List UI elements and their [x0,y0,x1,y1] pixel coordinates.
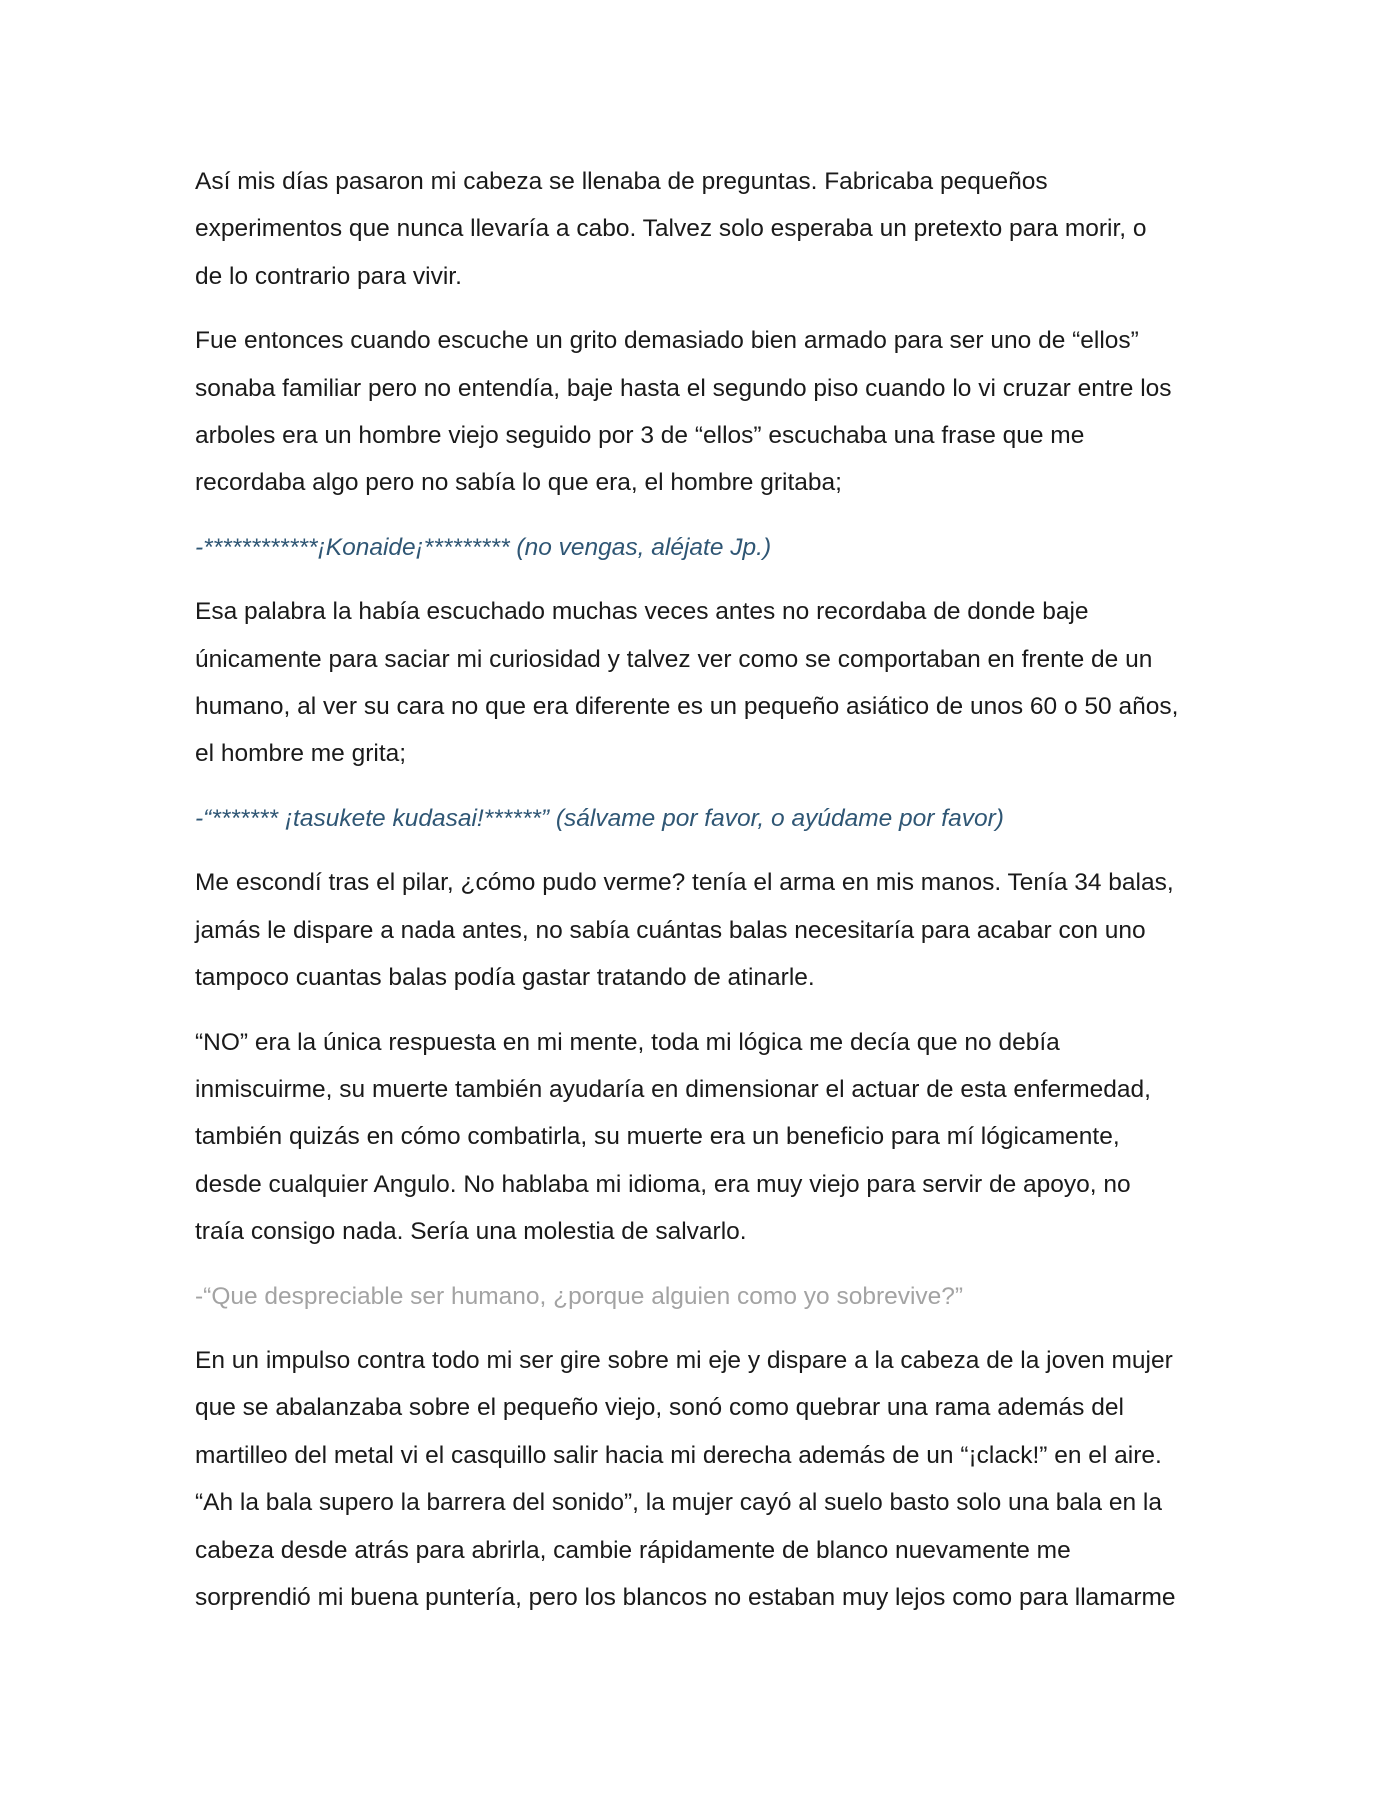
text-line: recordaba algo pero no sabía lo que era, el hombre gritaba; [195,469,842,497]
document-body [195,158,1215,1638]
text-line: también quizás en cómo combatirla, su muerte era un beneficio para mí lógicamente, [195,1123,1120,1151]
text-line: Me escondí tras el pilar, ¿cómo pudo verme? tenía el arma en mis manos. Tenía 34 balas, [195,869,1174,897]
text-line: inmiscuirme, su muerte también ayudaría en dimensionar el actuar de esta enfermedad, [195,1075,1151,1103]
text-line: “NO” era la única respuesta en mi mente, toda mi lógica me decía que no debía [195,1028,1060,1056]
text-line: cabeza desde atrás para abrirla, cambie rápidamente de blanco nuevamente me [195,1536,1071,1564]
text-line: de lo contrario para vivir. [195,262,462,290]
thought-line: -“Que despreciable ser humano, ¿porque alguien como yo sobrevive?” [195,1282,964,1310]
paragraph [195,1337,1215,1621]
text-line: experimentos que nunca llevaría a cabo. Talvez solo esperaba un pretexto para morir, o [195,215,1147,243]
text-line: “Ah la bala supero la barrera del sonido”, la mujer cayó al suelo basto solo una bala en la [195,1489,1162,1517]
paragraph [195,588,1215,778]
text-line: humano, al ver su cara no que era diferente es un pequeño asiático de unos 60 o 50 años, [195,693,1179,721]
text-line: que se abalanzaba sobre el pequeño viejo, sonó como quebrar una rama además del [195,1394,1124,1422]
paragraph [195,317,1215,507]
paragraph [195,158,1215,300]
dialogue-line: -************¡Konaide¡********* (no vengas, aléjate Jp.) [195,533,772,561]
paragraph [195,1019,1215,1256]
text-line: Así mis días pasaron mi cabeza se llenaba de preguntas. Fabricaba pequeños [195,168,1048,195]
text-line: desde cualquier Angulo. No hablaba mi idioma, era muy viejo para servir de apoyo, no [195,1170,1131,1198]
text-line: arboles era un hombre viejo seguido por 3 de “ellos” escuchaba una frase que me [195,422,1085,450]
text-line: martilleo del metal vi el casquillo salir hacia mi derecha además de un “¡clack!” en el aire. [195,1441,1162,1469]
text-line: el hombre me grita; [195,740,407,768]
text-line: únicamente para saciar mi curiosidad y talvez ver como se comportaban en frente de un [195,645,1153,673]
text-line: En un impulso contra todo mi ser gire sobre mi eje y dispare a la cabeza de la joven mujer [195,1346,1173,1374]
text-line: Esa palabra la había escuchado muchas veces antes no recordaba de donde baje [195,598,1089,626]
dialogue-line: -“******* ¡tasukete kudasai!******” (sálvame por favor, o ayúdame por favor) [195,804,1004,832]
text-line: traía consigo nada. Sería una molestia de salvarlo. [195,1218,747,1246]
text-line: Fue entonces cuando escuche un grito demasiado bien armado para ser uno de “ellos” [195,327,1139,355]
text-line: jamás le dispare a nada antes, no sabía cuántas balas necesitaría para acabar con uno [195,916,1146,944]
text-line: tampoco cuantas balas podía gastar tratando de atinarle. [195,964,815,992]
text-line: sorprendió mi buena puntería, pero los blancos no estaban muy lejos como para llamarme [195,1583,1176,1611]
text-line: sonaba familiar pero no entendía, baje hasta el segundo piso cuando lo vi cruzar entre los [195,374,1172,402]
paragraph [195,859,1215,1001]
